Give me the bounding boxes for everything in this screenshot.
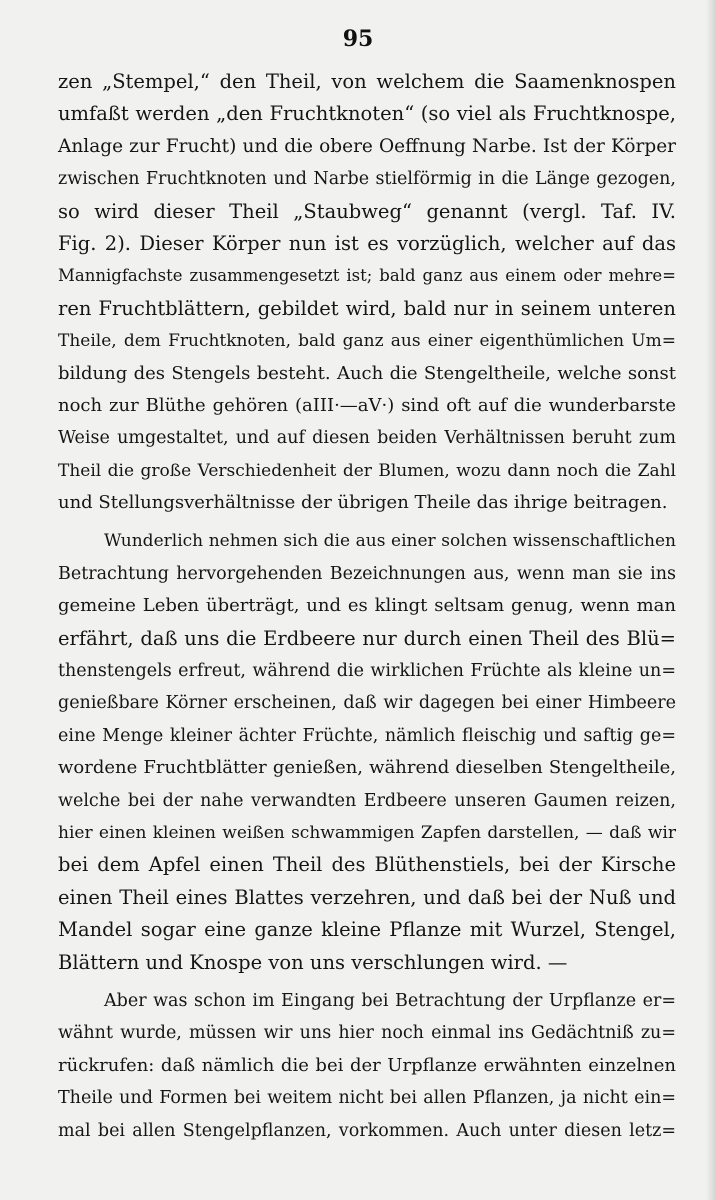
text-line: wähnt wurde, müssen wir uns hier noch einmal ins Gedächtniß zu= — [58, 1023, 676, 1044]
text-line: einen Theil eines Blattes verzehren, und daß bei der Nuß und — [58, 885, 676, 909]
text-line: genießbare Körner erscheinen, daß wir dagegen bei einer Himbeere — [58, 693, 676, 714]
page-text — [58, 66, 676, 1147]
text-line: zwischen Fruchtknoten und Narbe stielförmig in die Länge gezogen, — [58, 169, 676, 190]
text-line: Theile, dem Fruchtknoten, bald ganz aus einer eigenthümlichen Um= — [58, 331, 676, 352]
page-number: 95 — [342, 26, 374, 52]
text-line: gemeine Leben überträgt, und es klingt seltsam genug, wenn man — [58, 595, 676, 617]
paragraph-3 — [58, 985, 676, 1147]
text-line: welche bei der nahe verwandten Erdbeere unseren Gaumen reizen, — [58, 790, 676, 811]
text-line: bei dem Apfel einen Theil des Blüthenstiels, bei der Kirsche — [58, 853, 676, 877]
text-line: umfaßt werden „den Fruchtknoten“ (so viel als Fruchtknospe, — [58, 102, 676, 126]
text-line: ren Fruchtblättern, gebildet wird, bald nur in seinem unteren — [58, 296, 676, 320]
text-line: Wunderlich nehmen sich die aus einer solchen wissenschaftlichen — [104, 531, 676, 552]
text-line: Anlage zur Frucht) und die obere Oeffnung Narbe. Ist der Körper — [58, 135, 676, 157]
text-line: und Stellungsverhältnisse der übrigen Theile das ihrige beitragen. — [58, 492, 668, 514]
text-line: Mannigfachste zusammengesetzt ist; bald ganz aus einem oder mehre= — [58, 266, 676, 286]
text-line: Mandel sogar eine ganze kleine Pflanze mit Wurzel, Stengel, — [58, 918, 676, 942]
text-line: hier einen kleinen weißen schwammigen Zapfen darstellen, — daß wir — [58, 822, 676, 843]
text-line: thenstengels erfreut, während die wirklichen Früchte als kleine un= — [58, 661, 676, 682]
text-line: so wird dieser Theil „Staubweg“ genannt (vergl. Taf. IV. — [58, 199, 676, 223]
text-line: Betrachtung hervorgehenden Bezeichnungen aus, wenn man sie ins — [58, 563, 676, 584]
text-line: bildung des Stengels besteht. Auch die Stengeltheile, welche sonst — [58, 362, 676, 384]
text-line: Theile und Formen bei weitem nicht bei allen Pflanzen, ja nicht ein= — [58, 1088, 676, 1109]
paragraph-1 — [58, 66, 676, 519]
paragraph-2 — [58, 525, 676, 978]
text-line: Weise umgestaltet, und auf diesen beiden Verhältnissen beruht zum — [58, 428, 676, 449]
text-line: erfährt, daß uns die Erdbeere nur durch einen Theil des Blü= — [58, 626, 676, 650]
text-line: zen „Stempel,“ den Theil, von welchem die Saamenknospen — [58, 70, 676, 93]
text-line: rückrufen: daß nämlich die bei der Urpflanze erwähnten einzelnen — [58, 1054, 676, 1076]
text-line: mal bei allen Stengelpflanzen, vorkommen. Auch unter diesen letz= — [58, 1120, 676, 1141]
text-line: Blättern und Knospe von uns verschlungen wird. — — [58, 950, 568, 974]
text-line: noch zur Blüthe gehören (aIII·—aV·) sind oft auf die wunderbarste — [58, 394, 676, 416]
page-edge-shadow — [706, 0, 716, 1200]
text-line: Fig. 2). Dieser Körper nun ist es vorzüglich, welcher auf das — [58, 231, 676, 255]
text-line: wordene Fruchtblätter genießen, während dieselben Stengeltheile, — [58, 757, 676, 779]
text-line: Theil die große Verschiedenheit der Blumen, wozu dann noch die Zahl — [58, 460, 676, 481]
text-line: eine Menge kleiner ächter Früchte, nämlich fleischig und saftig ge= — [58, 725, 676, 746]
text-line: Aber was schon im Eingang bei Betrachtung der Urpflanze er= — [104, 990, 676, 1011]
